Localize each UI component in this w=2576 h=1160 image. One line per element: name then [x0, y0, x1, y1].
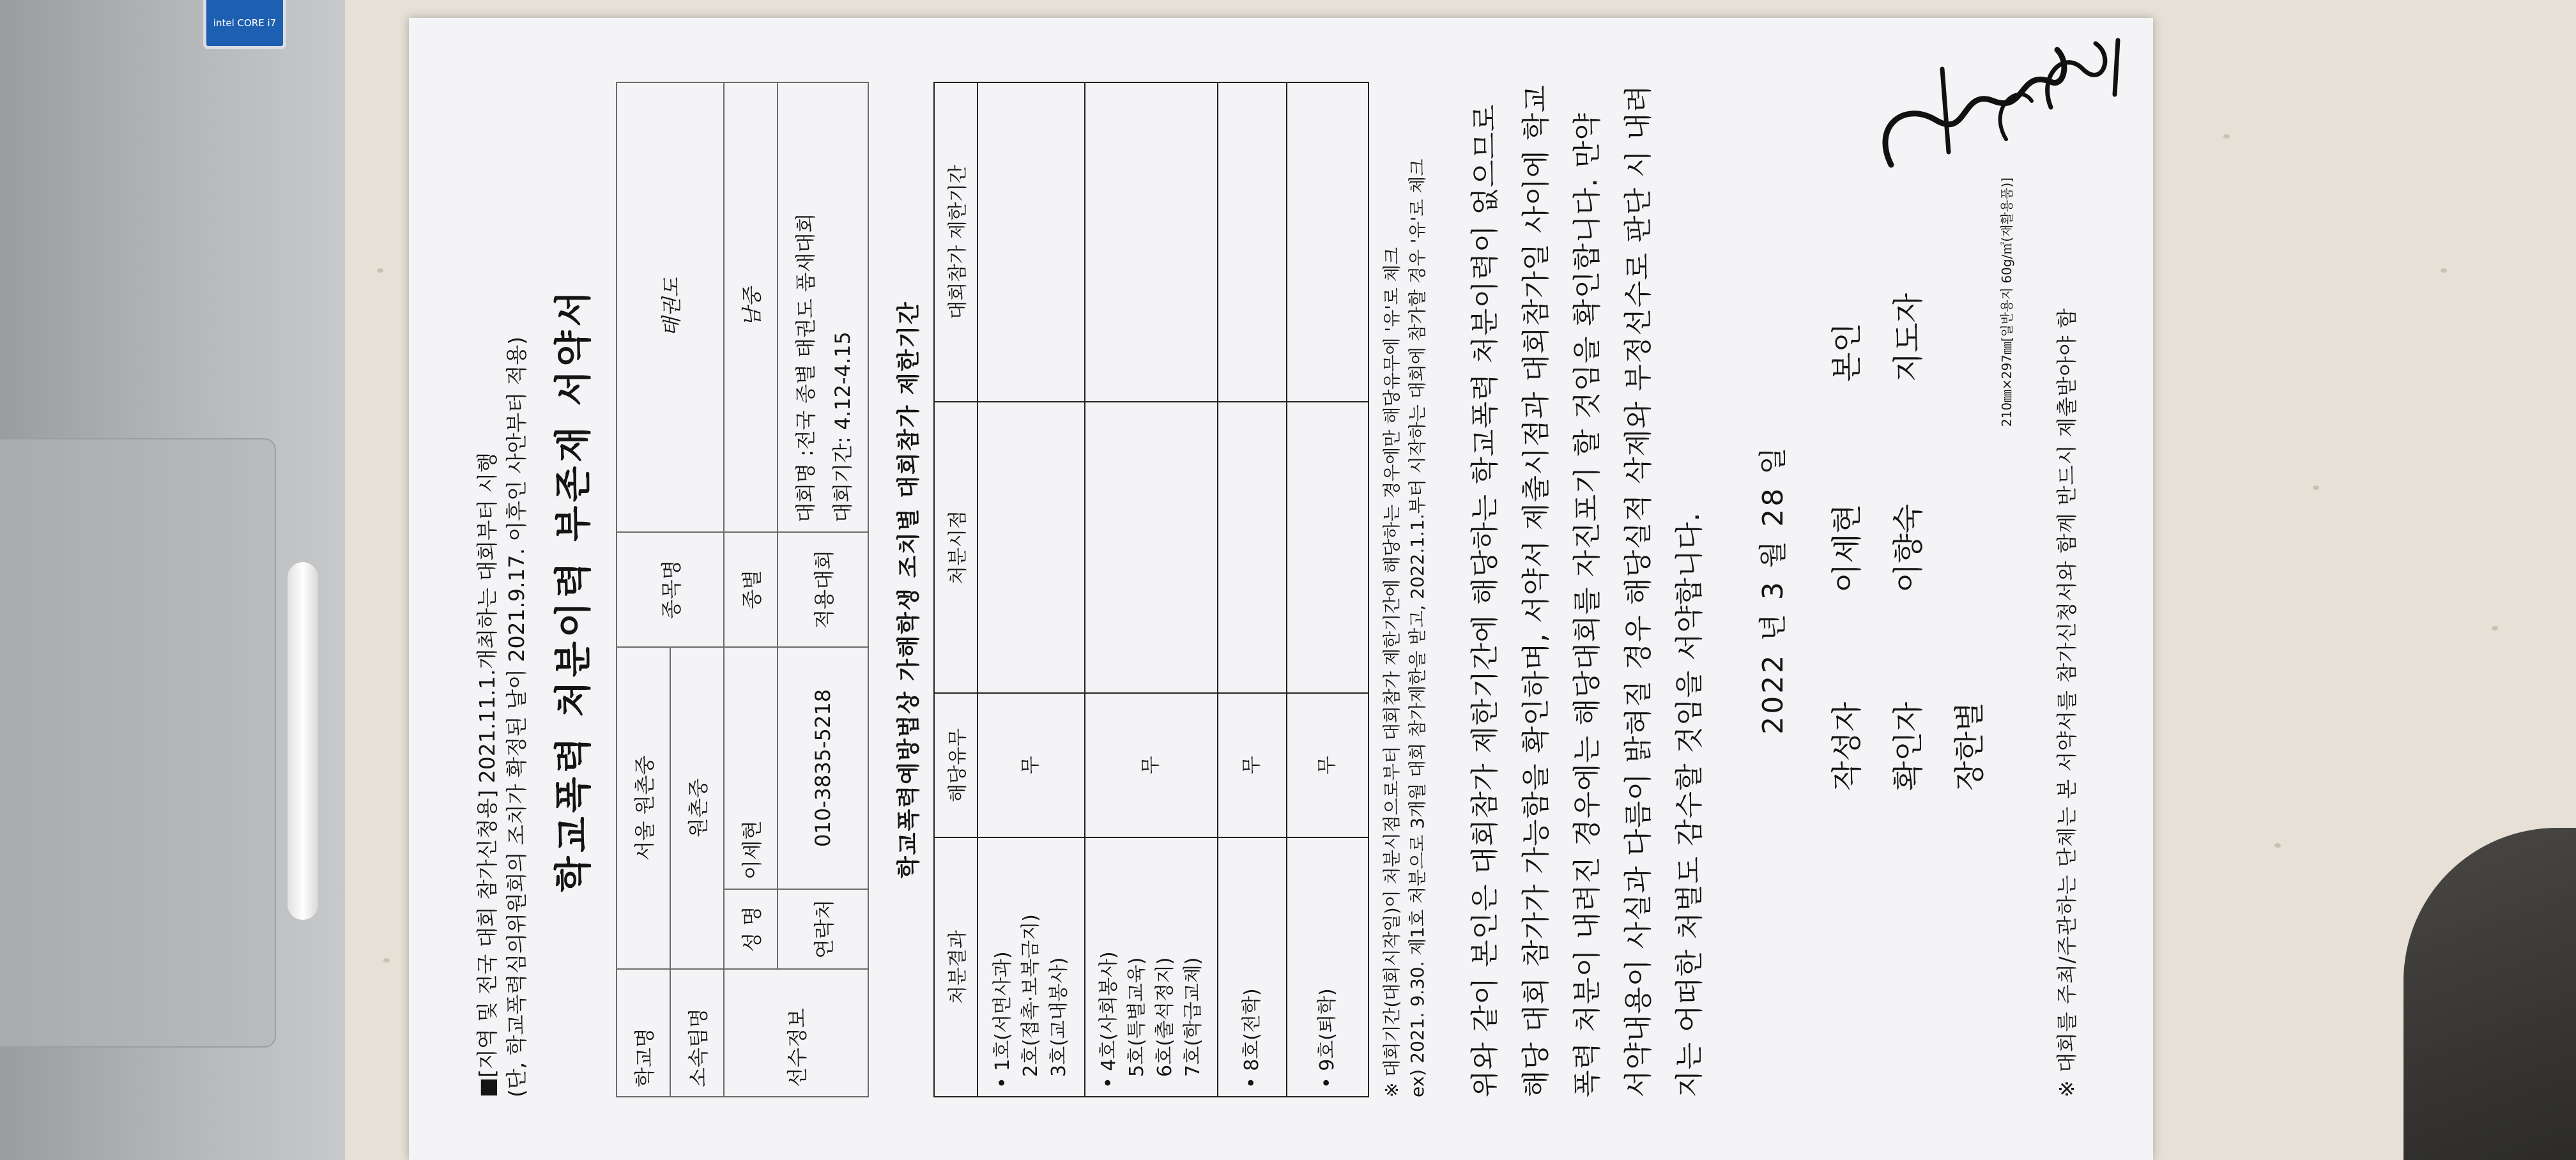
header-result: 처분결과 — [934, 837, 977, 1097]
result-line: • 4호(사회봉사) — [1098, 951, 1120, 1088]
competition-value — [778, 82, 868, 532]
laptop — [0, 0, 345, 1160]
gender-value: 남중 — [724, 82, 778, 532]
event-label: 종목명 — [617, 532, 724, 647]
notice — [473, 82, 532, 1097]
team-label: 소속팀명 — [670, 969, 724, 1097]
writer-name: 이세현 — [1829, 503, 1865, 593]
restriction-table-title: 학교폭력예방법상 가해학생 조치별 대회참가 제한기간 — [896, 301, 922, 878]
applicable-cell: 무 — [1085, 693, 1218, 837]
applicable-cell: 무 — [977, 693, 1085, 837]
result-line: • 1호(서면사과) — [992, 951, 1014, 1088]
coach-name: 장한별 — [1952, 701, 1988, 791]
result-line: 6호(출석정지) — [1154, 957, 1176, 1077]
header-time: 처분시점 — [934, 402, 977, 693]
info-row-contact — [778, 82, 868, 1097]
time-cell — [977, 402, 1085, 693]
note — [1379, 82, 1430, 1097]
table-speck — [377, 268, 383, 273]
result-line: 3호(교내봉사) — [1048, 957, 1070, 1077]
laptop-touchpad — [0, 438, 276, 1048]
table-speck — [2274, 843, 2281, 848]
confirmer-name: 이향숙 — [1890, 503, 1926, 593]
note-line-1: ※ 대회기간(대회시작일)이 처분시점으로부터 대회참가 제한기간에 해당하는 경우에만 해당유무에 '유'로 체크 — [1381, 247, 1402, 1097]
confirmer-label: 확인자 — [1890, 701, 1926, 791]
document-content — [428, 43, 2121, 1136]
document-title: 학교폭력 처분이력 부존재 서약서 — [551, 287, 595, 892]
table-speck — [2313, 485, 2319, 490]
table-row — [1085, 82, 1218, 1097]
table-speck — [2223, 134, 2230, 139]
table-speck — [2441, 268, 2447, 273]
result-cell — [1085, 837, 1218, 1097]
result-line: 7호(학급교체) — [1182, 957, 1204, 1077]
table-speck — [383, 958, 390, 963]
table-row — [1218, 82, 1287, 1097]
gender-label: 종별 — [724, 532, 778, 647]
restriction-table-header — [934, 82, 977, 1097]
applicable-cell: 무 — [1218, 693, 1287, 837]
confirmer-row — [1878, 82, 2000, 1097]
dark-background-corner — [2404, 828, 2576, 1160]
result-cell: • 9호(퇴학) — [1287, 837, 1368, 1097]
pledge-date: 2022 년 3 월 28 일 — [1757, 445, 1790, 735]
time-cell — [1085, 402, 1218, 693]
competition-name: 대회명 :전국 종별 태권도 품새대회 — [793, 213, 818, 523]
school-label: 학교명 — [617, 969, 670, 1097]
pledge-document-paper — [409, 18, 2153, 1160]
header-period: 대회참가 제한기간 — [934, 82, 977, 402]
period-cell — [1218, 82, 1287, 402]
writer-row — [1816, 82, 1878, 1097]
coach-label: 지도자 — [1890, 293, 1926, 382]
info-row-player — [724, 82, 778, 1097]
player-label: 선수정보 — [724, 969, 868, 1097]
handwritten-signature-coach — [2038, 31, 2134, 114]
name-value: 이세현 — [724, 647, 778, 889]
note-line-2: ex) 2021. 9.30. 제1호 처분으로 3개월 대회 참가제한을 받고, 2022.1.1.부터 시작하는 대회에 참가할 경우 '유'로 체크 — [1407, 158, 1428, 1097]
laptop-edge-highlight — [288, 562, 318, 920]
table-row — [1287, 82, 1368, 1097]
notice-line-2: (단, 학교폭력심의위원회의 조치가 확정된 날이 2021.9.17. 이후인 사안부터 적용) — [504, 336, 529, 1097]
competition-period: 대회기간: 4.12-4.15 — [831, 332, 855, 523]
team-value: 원촌중 — [670, 647, 724, 969]
info-row-school — [617, 82, 670, 1097]
period-cell — [1287, 82, 1368, 402]
contact-value: 010-3835-5218 — [778, 647, 868, 889]
sticker-text: intel CORE i7 — [213, 17, 277, 29]
competition-label: 적용대회 — [778, 532, 868, 647]
contact-label: 연락처 — [778, 889, 868, 969]
info-table — [616, 82, 869, 1097]
intel-sticker — [203, 0, 286, 49]
result-line: 2호(접촉·보복금지) — [1020, 914, 1042, 1077]
notice-line-1: ■[지역 및 전국 대회 참가신청용] 2021.11.1.개최하는 대회부터 시행 — [475, 452, 500, 1097]
writer-label: 작성자 — [1829, 701, 1865, 791]
table-row — [977, 82, 1085, 1097]
result-cell — [977, 837, 1085, 1097]
header-applicable: 해당유무 — [934, 693, 977, 837]
footer-notice: ※ 대회를 주최/주관하는 단체는 본 서약서를 참가신청서와 함께 반드시 제출받아야 함 — [2055, 307, 2079, 1097]
time-cell — [1218, 402, 1287, 693]
pledge-text: 위와 같이 본인은 대회참가 제한기간에 해당하는 학교폭력 처분이력이 없으므로 해당 대회 참가가 가능함을 확인하며, 서약서 제출시점과 대회참가일 사이에 학교폭력 처분이 내려진 경우에는 해당대회를 자진포기 할 것임을 확인합니다. 만약 서약내용이 사실과 다름이 밝혀질 경우 해당실적 삭제와 부정선수로 판단 시 내려지는 어떠한 처벌도 감수할 것임을 서약합니다. — [1469, 84, 1706, 1097]
name-label: 성 명 — [724, 889, 778, 969]
school-value: 서울 원촌중 — [617, 647, 670, 969]
event-value: 태권도 — [617, 82, 724, 532]
result-line: 5호(특별교육) — [1126, 957, 1148, 1077]
table-speck — [2492, 626, 2498, 630]
applicable-cell: 무 — [1287, 693, 1368, 837]
result-cell: • 8호(전학) — [1218, 837, 1287, 1097]
paper-spec: 210㎜×297㎜[일반용지 60g/㎡(재활용품)] — [1999, 178, 2014, 427]
restriction-table — [933, 82, 1369, 1097]
period-cell — [977, 82, 1085, 402]
time-cell — [1287, 402, 1368, 693]
period-cell — [1085, 82, 1218, 402]
self-label: 본인 — [1829, 323, 1865, 382]
